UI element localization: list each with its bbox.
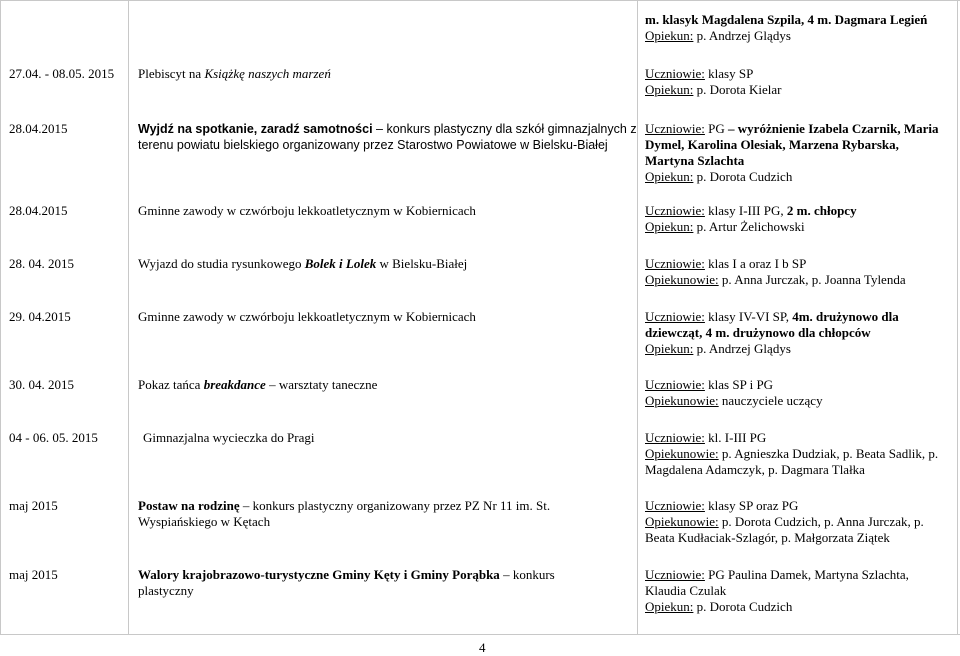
- supervisor-value: p. Artur Żelichowski: [693, 219, 805, 234]
- row9-supervisor: [645, 599, 792, 615]
- row1-supervisor: [645, 82, 781, 98]
- table-border-right: [957, 0, 958, 635]
- supervisor-label: Opiekunowie:: [645, 446, 719, 461]
- award-text: – wyróżnienie Izabela Czarnik, Maria: [724, 121, 939, 136]
- row2-supervisor: [645, 169, 792, 185]
- supervisor-value: p. Agnieszka Dudziak, p. Beata Sadlik, p.: [718, 446, 939, 461]
- row8-event: [138, 498, 550, 530]
- event-title: Postaw na rodzinę: [138, 498, 240, 513]
- row6-event: [138, 377, 377, 393]
- row6-students: [645, 377, 773, 393]
- row1-date: 27.04. - 08.05. 2015: [9, 66, 115, 81]
- event-text-2: – warsztaty taneczne: [265, 377, 378, 392]
- row5-supervisor: [645, 341, 791, 357]
- row7-students: [645, 430, 766, 446]
- event-title: Walory krajobrazowo-turystyczne Gminy Kęty i Gminy Porąbka: [138, 567, 500, 582]
- row2-students: [645, 121, 939, 169]
- row3-students: [645, 203, 857, 219]
- row6-date: 30. 04. 2015: [9, 377, 74, 392]
- row8-students: [645, 498, 798, 514]
- row4-event: [138, 256, 467, 272]
- row9-students: [645, 567, 909, 599]
- students-value: kl. I-III PG: [704, 430, 767, 445]
- row6-supervisor: [645, 393, 823, 409]
- row5-event: Gminne zawody w czwórboju lekkoatletycznym w Kobiernicach: [138, 309, 476, 324]
- row9-event: [138, 567, 555, 599]
- supervisor-value: nauczyciele uczący: [718, 393, 823, 408]
- event-text-2: Wyspiańskiego w Kętach: [138, 514, 271, 529]
- students-value: PG: [704, 567, 725, 582]
- award-text: 4m. drużynowo dla: [792, 309, 899, 324]
- supervisor-label: Opiekun:: [645, 82, 694, 97]
- row7-supervisor: [645, 446, 938, 478]
- row8-date: maj 2015: [9, 498, 58, 513]
- row4-date: 28. 04. 2015: [9, 256, 74, 271]
- table-border-bottom: [0, 634, 960, 635]
- table-border-left: [0, 0, 1, 635]
- row7-date: 04 - 06. 05. 2015: [9, 430, 98, 445]
- event-title: Wyjdź na spotkanie, zaradź samotności: [138, 122, 373, 136]
- row2-event: [138, 121, 637, 153]
- event-title: breakdance: [203, 377, 266, 392]
- supervisor-value: p. Dorota Cudzich, p. Anna Jurczak, p.: [718, 514, 924, 529]
- supervisor-value: p. Dorota Cudzich: [693, 169, 793, 184]
- supervisor-label: Opiekun:: [645, 28, 694, 43]
- event-title: Bolek i Lolek: [304, 256, 377, 271]
- event-title: Książkę naszych marzeń: [204, 66, 331, 81]
- row8-supervisor: [645, 514, 924, 546]
- students-names: Paulina Damek, Martyna Szlachta,: [724, 567, 909, 582]
- table-border-top: [0, 0, 960, 1]
- row0-supervisor: [645, 28, 791, 44]
- row3-event: Gminne zawody w czwórboju lekkoatletycznym w Kobiernicach: [138, 203, 476, 218]
- supervisor-label: Opiekunowie:: [645, 393, 719, 408]
- supervisor-label: Opiekunowie:: [645, 272, 719, 287]
- row5-date: 29. 04.2015: [9, 309, 71, 324]
- event-text-2: plastyczny: [138, 583, 194, 598]
- students-value: klasy I-III PG,: [704, 203, 787, 218]
- row4-supervisor: [645, 272, 906, 288]
- supervisor-value: p. Andrzej Glądys: [693, 341, 791, 356]
- row5-students: [645, 309, 899, 341]
- students-value: klasy SP: [704, 66, 754, 81]
- page-number: 4: [479, 640, 486, 655]
- students-value: klas I a oraz I b SP: [704, 256, 807, 271]
- event-text: – konkurs plastyczny dla szkół gimnazjalnych z: [372, 122, 637, 136]
- row7-event: Gimnazjalna wycieczka do Pragi: [143, 430, 315, 445]
- event-text: Wyjazd do studia rysunkowego: [138, 256, 305, 271]
- row1-event: [138, 66, 331, 82]
- supervisor-value-2: Magdalena Adamczyk, p. Dagmara Tlałka: [645, 462, 865, 477]
- students-names-2: Klaudia Czulak: [645, 583, 727, 598]
- event-text: Plebiscyt na: [138, 66, 205, 81]
- row4-students: [645, 256, 806, 272]
- supervisor-value: p. Dorota Cudzich: [693, 599, 793, 614]
- event-text: – konkurs: [499, 567, 555, 582]
- students-value: klas SP i PG: [704, 377, 774, 392]
- supervisor-label: Opiekun:: [645, 599, 694, 614]
- students-label: Uczniowie:: [645, 430, 705, 445]
- row0-line1: m. klasyk Magdalena Szpila, 4 m. Dagmara Legień: [645, 12, 928, 27]
- event-text: – konkurs plastyczny organizowany przez PZ Nr 11 im. St.: [239, 498, 551, 513]
- students-label: Uczniowie:: [645, 498, 705, 513]
- supervisor-label: Opiekun:: [645, 341, 694, 356]
- students-label: Uczniowie:: [645, 256, 705, 271]
- event-text-2: terenu powiatu bielskiego organizowany przez Starostwo Powiatowe w Bielsku-Białej: [138, 138, 608, 152]
- supervisor-label: Opiekun:: [645, 219, 694, 234]
- students-value: klasy SP oraz PG: [704, 498, 799, 513]
- award-text: 2 m. chłopcy: [786, 203, 857, 218]
- students-label: Uczniowie:: [645, 121, 705, 136]
- award-text-3: Martyna Szlachta: [645, 153, 745, 168]
- students-label: Uczniowie:: [645, 203, 705, 218]
- table-border-col2: [637, 0, 638, 635]
- supervisor-value: p. Dorota Kielar: [693, 82, 782, 97]
- students-label: Uczniowie:: [645, 377, 705, 392]
- row9-date: maj 2015: [9, 567, 58, 582]
- students-label: Uczniowie:: [645, 567, 705, 582]
- students-label: Uczniowie:: [645, 309, 705, 324]
- row3-date: 28.04.2015: [9, 203, 68, 218]
- students-label: Uczniowie:: [645, 66, 705, 81]
- row2-date: 28.04.2015: [9, 121, 68, 136]
- row3-supervisor: [645, 219, 805, 235]
- students-value: PG: [704, 121, 725, 136]
- students-value: klasy IV-VI SP,: [704, 309, 793, 324]
- event-text-2: w Bielsku-Białej: [376, 256, 468, 271]
- row1-students: [645, 66, 753, 82]
- supervisor-value-2: Beata Kudłaciak-Szlagór, p. Małgorzata Ziątek: [645, 530, 890, 545]
- supervisor-label: Opiekun:: [645, 169, 694, 184]
- award-text-2: dziewcząt, 4 m. drużynowo dla chłopców: [645, 325, 871, 340]
- award-text-2: Dymel, Karolina Olesiak, Marzena Rybarska,: [645, 137, 899, 152]
- supervisor-value: p. Andrzej Glądys: [693, 28, 791, 43]
- event-text: Pokaz tańca: [138, 377, 204, 392]
- table-border-col1: [128, 0, 129, 635]
- supervisor-value: p. Anna Jurczak, p. Joanna Tylenda: [718, 272, 906, 287]
- supervisor-label: Opiekunowie:: [645, 514, 719, 529]
